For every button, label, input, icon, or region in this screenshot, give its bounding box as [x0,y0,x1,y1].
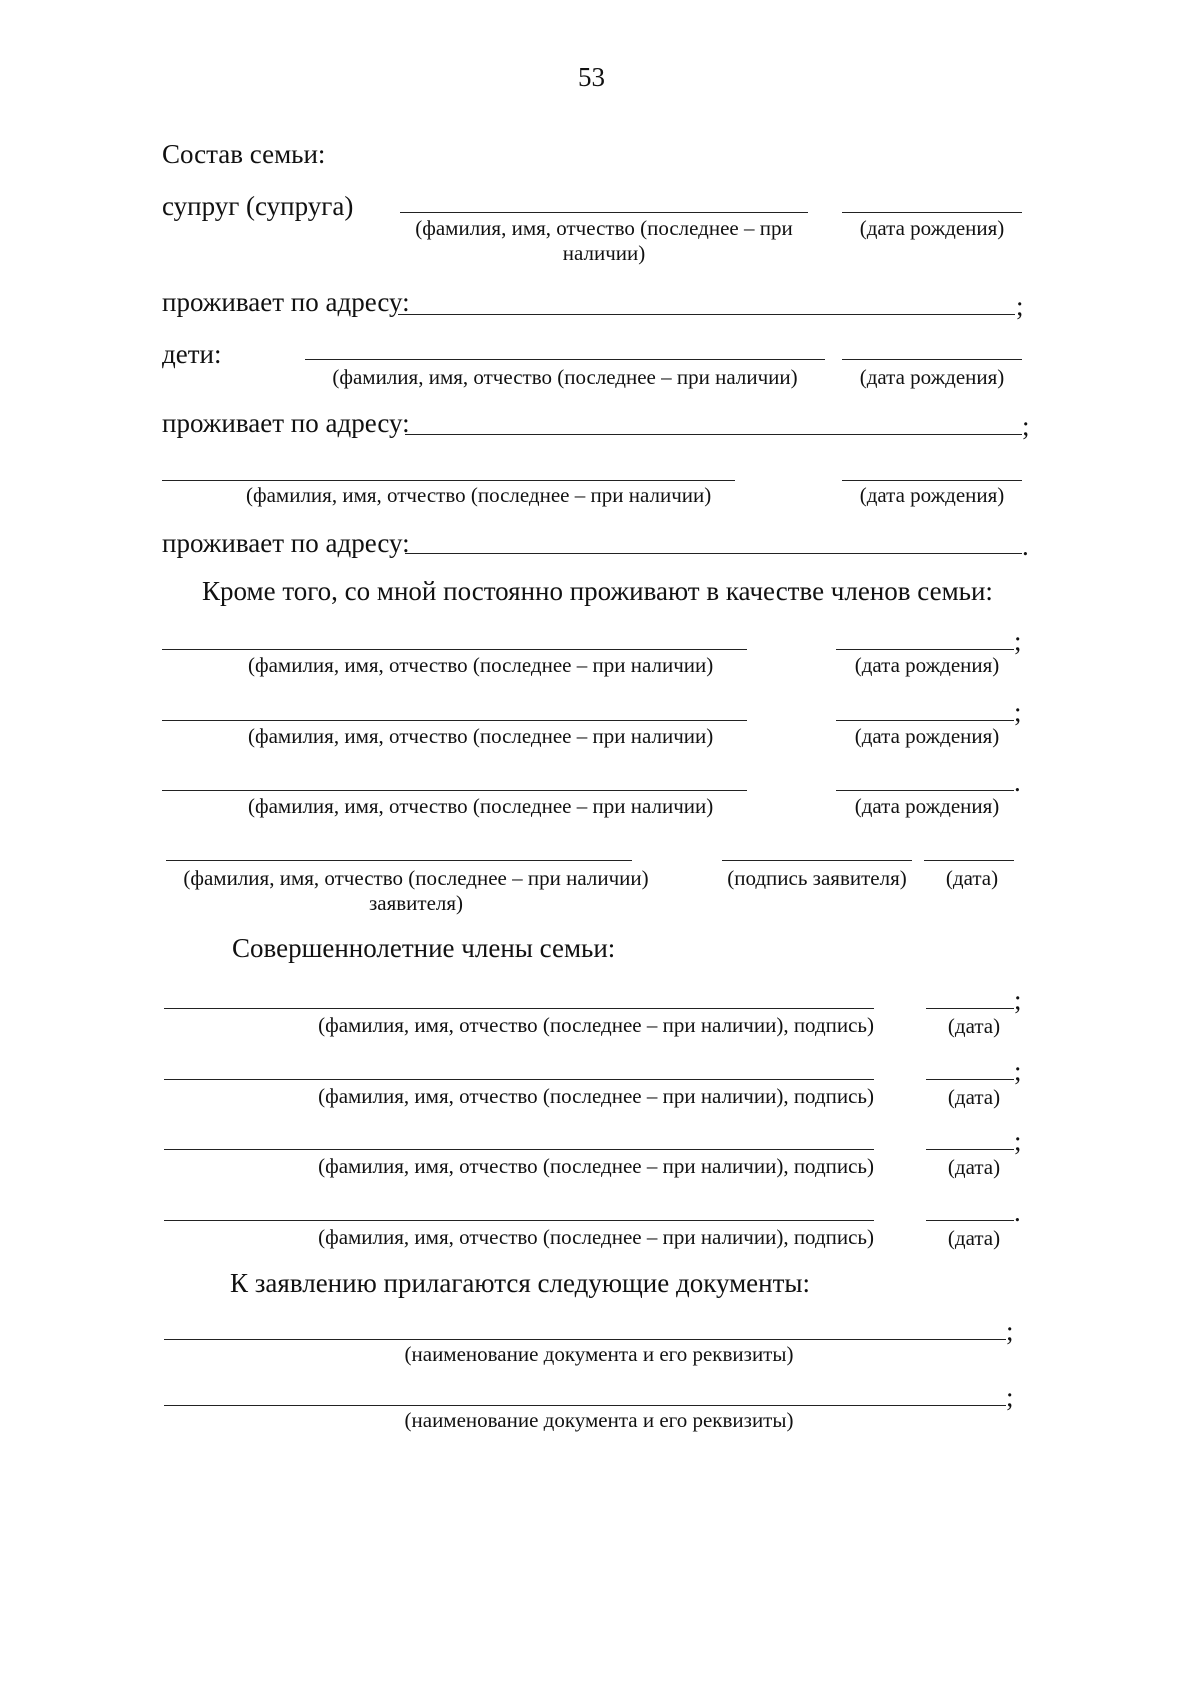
adult-3-date-caption: (дата) [947,1155,1001,1179]
adult-1-name-line[interactable] [164,1008,874,1009]
member-2-dob-caption: (дата рождения) [854,724,1000,748]
member-3-end: . [1014,767,1021,797]
adult-2-end: ; [1014,1056,1022,1086]
spouse-address-end: ; [1016,291,1024,321]
adult-2-name-line[interactable] [164,1079,874,1080]
adult-3-date-line[interactable] [926,1149,1014,1150]
member-2-dob-line[interactable] [836,720,1014,721]
adult-3-end: ; [1014,1126,1022,1156]
child-2-name-caption: (фамилия, имя, отчество (последнее – при наличии) [246,483,712,507]
adult-1-name-caption: (фамилия, имя, отчество (последнее – при наличии), подпись) [318,1013,874,1037]
member-1-dob-line[interactable] [836,649,1014,650]
member-1-dob-caption: (дата рождения) [854,653,1000,677]
adult-1-date-line[interactable] [926,1008,1014,1009]
child-1-address-end: ; [1022,411,1030,441]
adult-members-heading: Совершеннолетние члены семьи: [232,933,616,963]
member-3-name-line[interactable] [162,790,747,791]
member-3-dob-line[interactable] [836,790,1014,791]
adult-1-date-caption: (дата) [947,1014,1001,1038]
doc-1-caption: (наименование документа и его реквизиты) [404,1342,794,1366]
child-1-name-line[interactable] [305,359,825,360]
child-1-name-caption: (фамилия, имя, отчество (последнее – при наличии) [332,365,798,389]
spouse-dob-caption: (дата рождения) [859,216,1005,240]
adult-1-end: ; [1014,985,1022,1015]
child-2-dob-caption: (дата рождения) [859,483,1005,507]
doc-2-end: ; [1006,1382,1014,1412]
adult-2-name-caption: (фамилия, имя, отчество (последнее – при наличии), подпись) [318,1084,874,1108]
member-2-end: ; [1014,697,1022,727]
applicant-name-line[interactable] [166,860,632,861]
also-living-heading: Кроме того, со мной постоянно проживают в качестве членов семьи: [202,576,993,606]
adult-3-name-line[interactable] [164,1149,874,1150]
adult-4-name-line[interactable] [164,1220,874,1221]
adult-2-date-line[interactable] [926,1079,1014,1080]
doc-2-line[interactable] [164,1405,1006,1406]
applicant-signature-caption: (подпись заявителя) [727,866,907,890]
child-1-address-label: проживает по адресу: [162,408,410,438]
spouse-dob-line[interactable] [842,212,1022,213]
doc-1-end: ; [1006,1316,1014,1346]
applicant-date-line[interactable] [924,860,1014,861]
member-2-name-line[interactable] [162,720,747,721]
member-1-name-line[interactable] [162,649,747,650]
doc-2-caption: (наименование документа и его реквизиты) [404,1408,794,1432]
page-number: 53 [578,62,605,92]
member-2-name-caption: (фамилия, имя, отчество (последнее – при наличии) [248,724,714,748]
member-3-dob-caption: (дата рождения) [854,794,1000,818]
children-label: дети: [162,339,222,369]
doc-1-line[interactable] [164,1339,1006,1340]
spouse-address-line[interactable] [398,314,1015,315]
family-composition-heading: Состав семьи: [162,139,326,169]
spouse-label: супруг (супруга) [162,191,354,221]
applicant-name-caption: (фамилия, имя, отчество (последнее – при наличии) заявителя) [183,866,649,915]
child-2-address-label: проживает по адресу: [162,528,410,558]
applicant-signature-line[interactable] [722,860,912,861]
adult-4-end: . [1014,1197,1021,1227]
child-2-address-end: . [1022,531,1029,561]
child-1-dob-line[interactable] [842,359,1022,360]
child-2-dob-line[interactable] [842,480,1022,481]
adult-4-name-caption: (фамилия, имя, отчество (последнее – при наличии), подпись) [318,1225,874,1249]
adult-3-name-caption: (фамилия, имя, отчество (последнее – при наличии), подпись) [318,1154,874,1178]
child-1-address-line[interactable] [405,434,1022,435]
member-3-name-caption: (фамилия, имя, отчество (последнее – при наличии) [248,794,714,818]
spouse-address-label: проживает по адресу: [162,287,410,317]
adult-4-date-caption: (дата) [947,1226,1001,1250]
child-1-dob-caption: (дата рождения) [859,365,1005,389]
spouse-name-line[interactable] [400,212,808,213]
child-2-address-line[interactable] [405,553,1022,554]
adult-4-date-line[interactable] [926,1220,1014,1221]
adult-2-date-caption: (дата) [947,1085,1001,1109]
child-2-name-line[interactable] [162,480,735,481]
spouse-name-caption: (фамилия, имя, отчество (последнее – при наличии) [415,216,793,265]
applicant-date-caption: (дата) [945,866,999,890]
member-1-name-caption: (фамилия, имя, отчество (последнее – при наличии) [248,653,714,677]
attached-docs-heading: К заявлению прилагаются следующие документы: [230,1268,811,1298]
member-1-end: ; [1014,626,1022,656]
